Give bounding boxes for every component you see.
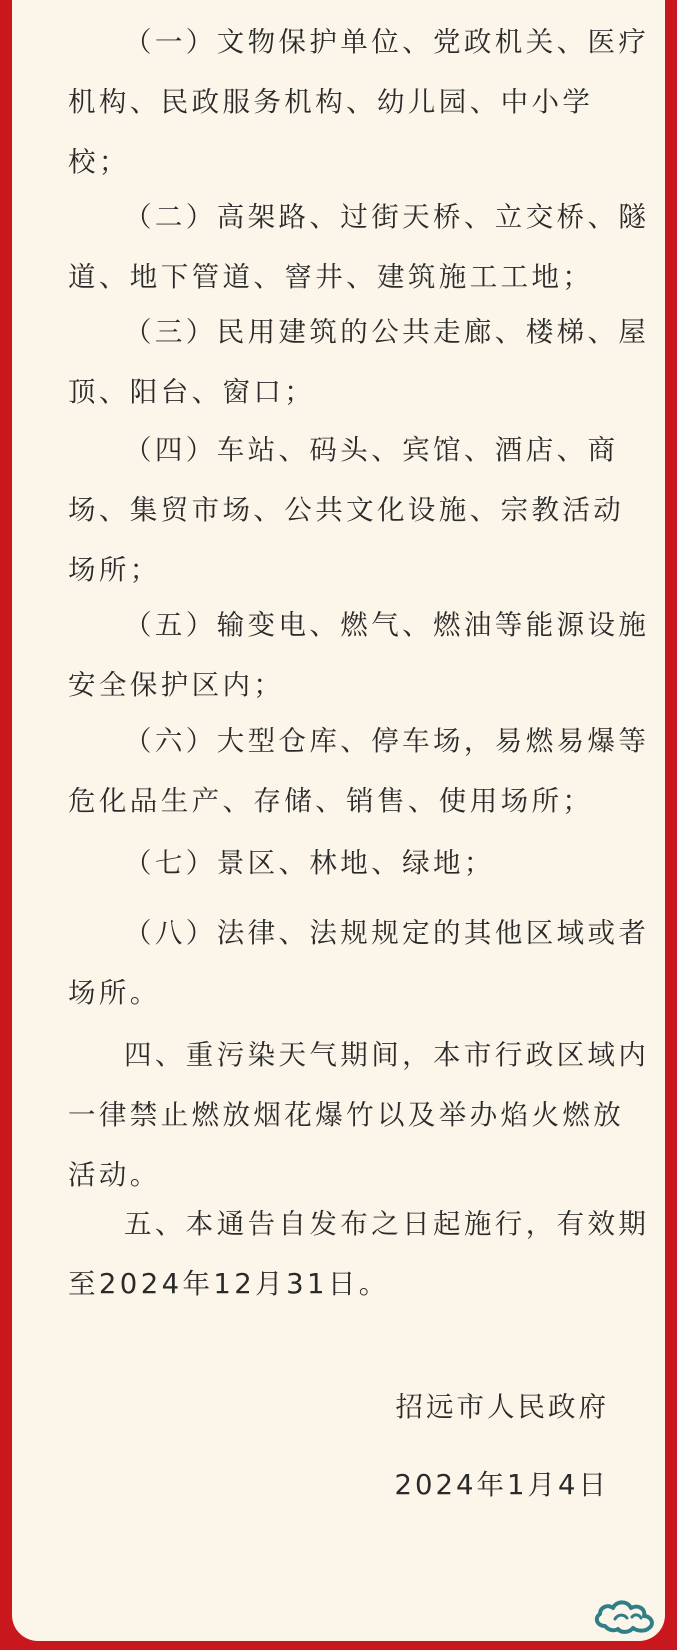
paragraph-1: （一）文物保护单位、党政机关、医疗机构、民政服务机构、幼儿园、中小学校；: [68, 26, 650, 178]
paragraph-2: （二）高架路、过街天桥、立交桥、隧道、地下管道、窨井、建筑施工工地；: [68, 201, 650, 293]
paragraph-10: 五、本通告自发布之日起施行，有效期至2024年12月31日。: [68, 1208, 650, 1300]
paragraph-3: （三）民用建筑的公共走廊、楼梯、屋顶、阳台、窗口；: [68, 316, 650, 408]
paragraph-6: （六）大型仓库、停车场，易燃易爆等危化品生产、存储、销售、使用场所；: [68, 725, 650, 817]
paragraph-5: （五）输变电、燃气、燃油等能源设施安全保护区内；: [68, 609, 650, 701]
notice-paper: [12, 0, 665, 1641]
paragraph-9: 四、重污染天气期间，本市行政区域内一律禁止燃放烟花爆竹以及举办焰火燃放活动。: [68, 1039, 650, 1191]
issuer-name: 招远市人民政府: [395, 1391, 609, 1423]
issue-date: 2024年1月4日: [394, 1469, 609, 1501]
paragraph-7: （七）景区、林地、绿地；: [124, 847, 495, 879]
paragraph-8: （八）法律、法规规定的其他区域或者场所。: [68, 917, 650, 1009]
cloud-ornament-icon: [585, 1591, 665, 1641]
paragraph-4: （四）车站、码头、宾馆、酒店、商场、集贸市场、公共文化设施、宗教活动场所；: [68, 434, 625, 586]
